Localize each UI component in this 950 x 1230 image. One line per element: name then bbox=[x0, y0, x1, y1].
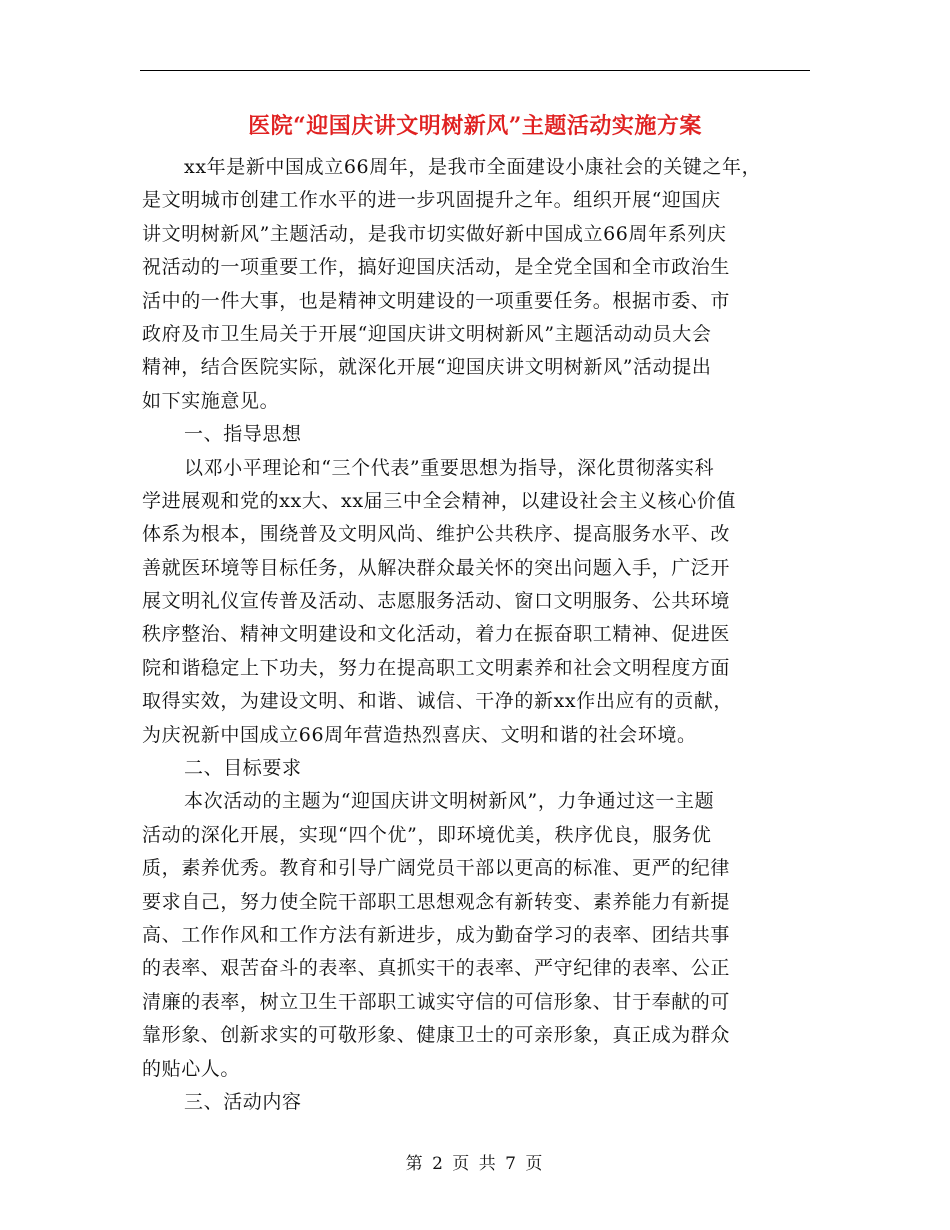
text-line: 为庆祝新中国成立66周年营造热烈喜庆、文明和谐的社会环境。 bbox=[142, 723, 697, 746]
text-line: 精神，结合医院实际，就深化开展“迎国庆讲文明树新风”活动提出 bbox=[142, 356, 712, 379]
text-line: 三、活动内容 bbox=[184, 1090, 302, 1113]
text-line: 善就医环境等目标任务，从解决群众最关怀的突出问题入手，广泛开 bbox=[142, 556, 731, 579]
header-rule bbox=[140, 70, 810, 71]
text-line: 如下实施意见。 bbox=[142, 389, 280, 412]
text-line: 体系为根本，围绕普及文明风尚、维护公共秩序、提高服务水平、改 bbox=[142, 523, 731, 546]
text-line: 学进展观和党的xx大、xx届三中全会精神，以建设社会主义核心价值 bbox=[142, 489, 737, 512]
text-line: 活动的深化开展，实现“四个优”，即环境优美，秩序优良，服务优 bbox=[142, 823, 712, 846]
text-line: 取得实效，为建设文明、和谐、诚信、干净的新xx作出应有的贡献， bbox=[142, 690, 734, 713]
text-line: 祝活动的一项重要工作，搞好迎国庆活动，是全党全国和全市政治生 bbox=[142, 256, 731, 279]
text-line: 二、目标要求 bbox=[184, 757, 302, 780]
text-line: 一、指导思想 bbox=[184, 423, 302, 446]
text-line: 政府及市卫生局关于开展“迎国庆讲文明树新风”主题活动动员大会 bbox=[142, 322, 712, 345]
text-line: 的表率、艰苦奋斗的表率、真抓实干的表率、严守纪律的表率、公正 bbox=[142, 957, 731, 980]
text-line: 展文明礼仪宣传普及活动、志愿服务活动、窗口文明服务、公共环境 bbox=[142, 590, 731, 613]
text-line: 要求自己，努力使全院干部职工思想观念有新转变、素养能力有新提 bbox=[142, 890, 731, 913]
text-line: 是文明城市创建工作水平的进一步巩固提升之年。组织开展“迎国庆 bbox=[142, 189, 721, 212]
text-line: 秩序整治、精神文明建设和文化活动，着力在振奋职工精神、促进医 bbox=[142, 623, 731, 646]
text-line: 的贴心人。 bbox=[142, 1057, 241, 1080]
text-line: 清廉的表率，树立卫生干部职工诚实守信的可信形象、甘于奉献的可 bbox=[142, 990, 731, 1013]
text-line: 靠形象、创新求实的可敬形象、健康卫士的可亲形象，真正成为群众 bbox=[142, 1024, 731, 1047]
text-line: 本次活动的主题为“迎国庆讲文明树新风”，力争通过这一主题 bbox=[184, 790, 715, 813]
text-line: 讲文明树新风”主题活动，是我市切实做好新中国成立66周年系列庆 bbox=[142, 222, 727, 245]
text-line: xx年是新中国成立66周年，是我市全面建设小康社会的关键之年， bbox=[184, 156, 762, 178]
text-line: 活中的一件大事，也是精神文明建设的一项重要任务。根据市委、市 bbox=[142, 289, 731, 312]
text-line: 高、工作作风和工作方法有新进步，成为勤奋学习的表率、团结共事 bbox=[142, 923, 731, 946]
text-line: 院和谐稳定上下功夫，努力在提高职工文明素养和社会文明程度方面 bbox=[142, 656, 731, 679]
document-title: 医院“迎国庆讲文明树新风”主题活动实施方案 bbox=[248, 113, 702, 139]
document-body bbox=[142, 151, 822, 1119]
text-line: 质，素养优秀。教育和引导广阔党员干部以更高的标准、更严的纪律 bbox=[142, 857, 731, 880]
text-line: 以邓小平理论和“三个代表”重要思想为指导，深化贯彻落实科 bbox=[184, 456, 715, 479]
page-number: 第 2 页 共 7 页 bbox=[405, 1154, 545, 1174]
